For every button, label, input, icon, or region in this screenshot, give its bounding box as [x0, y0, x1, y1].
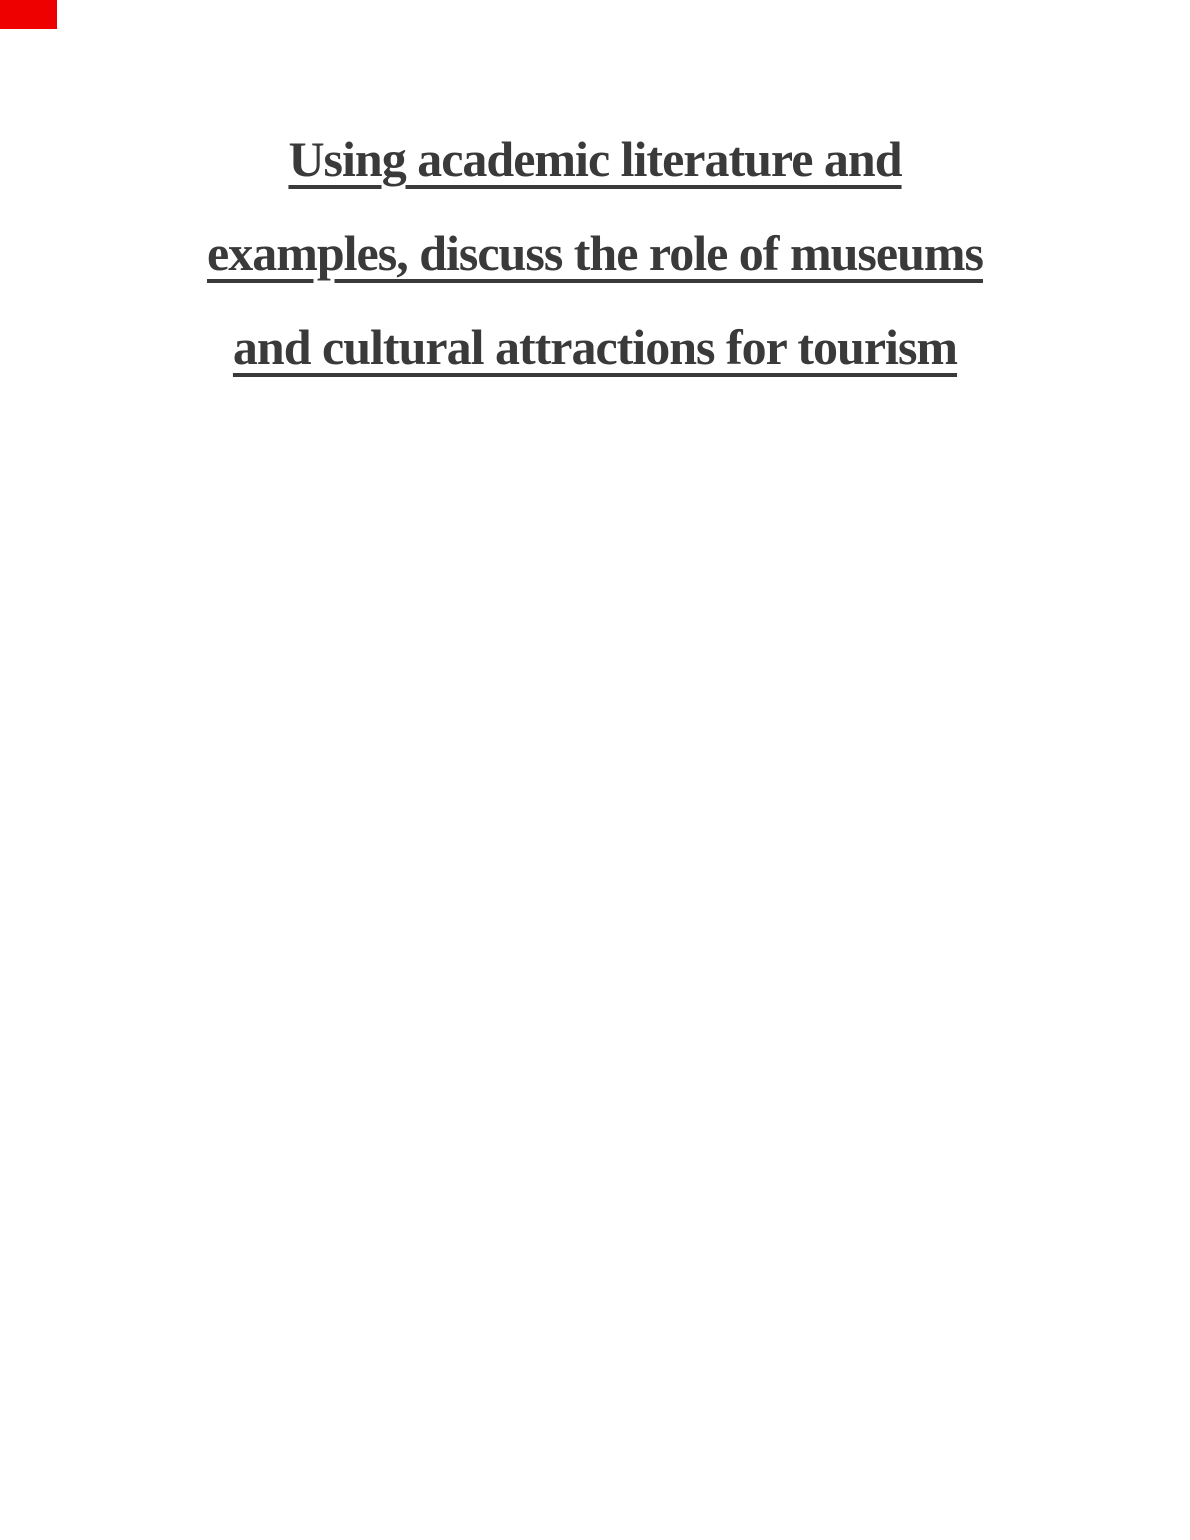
title-line-2: examples, discuss the role of museums	[207, 225, 983, 281]
title-line-3: and cultural attractions for tourism	[232, 319, 958, 375]
red-corner-marker	[0, 0, 57, 29]
title-line-1: Using academic literature and	[288, 131, 902, 187]
document-title	[0, 112, 1190, 394]
